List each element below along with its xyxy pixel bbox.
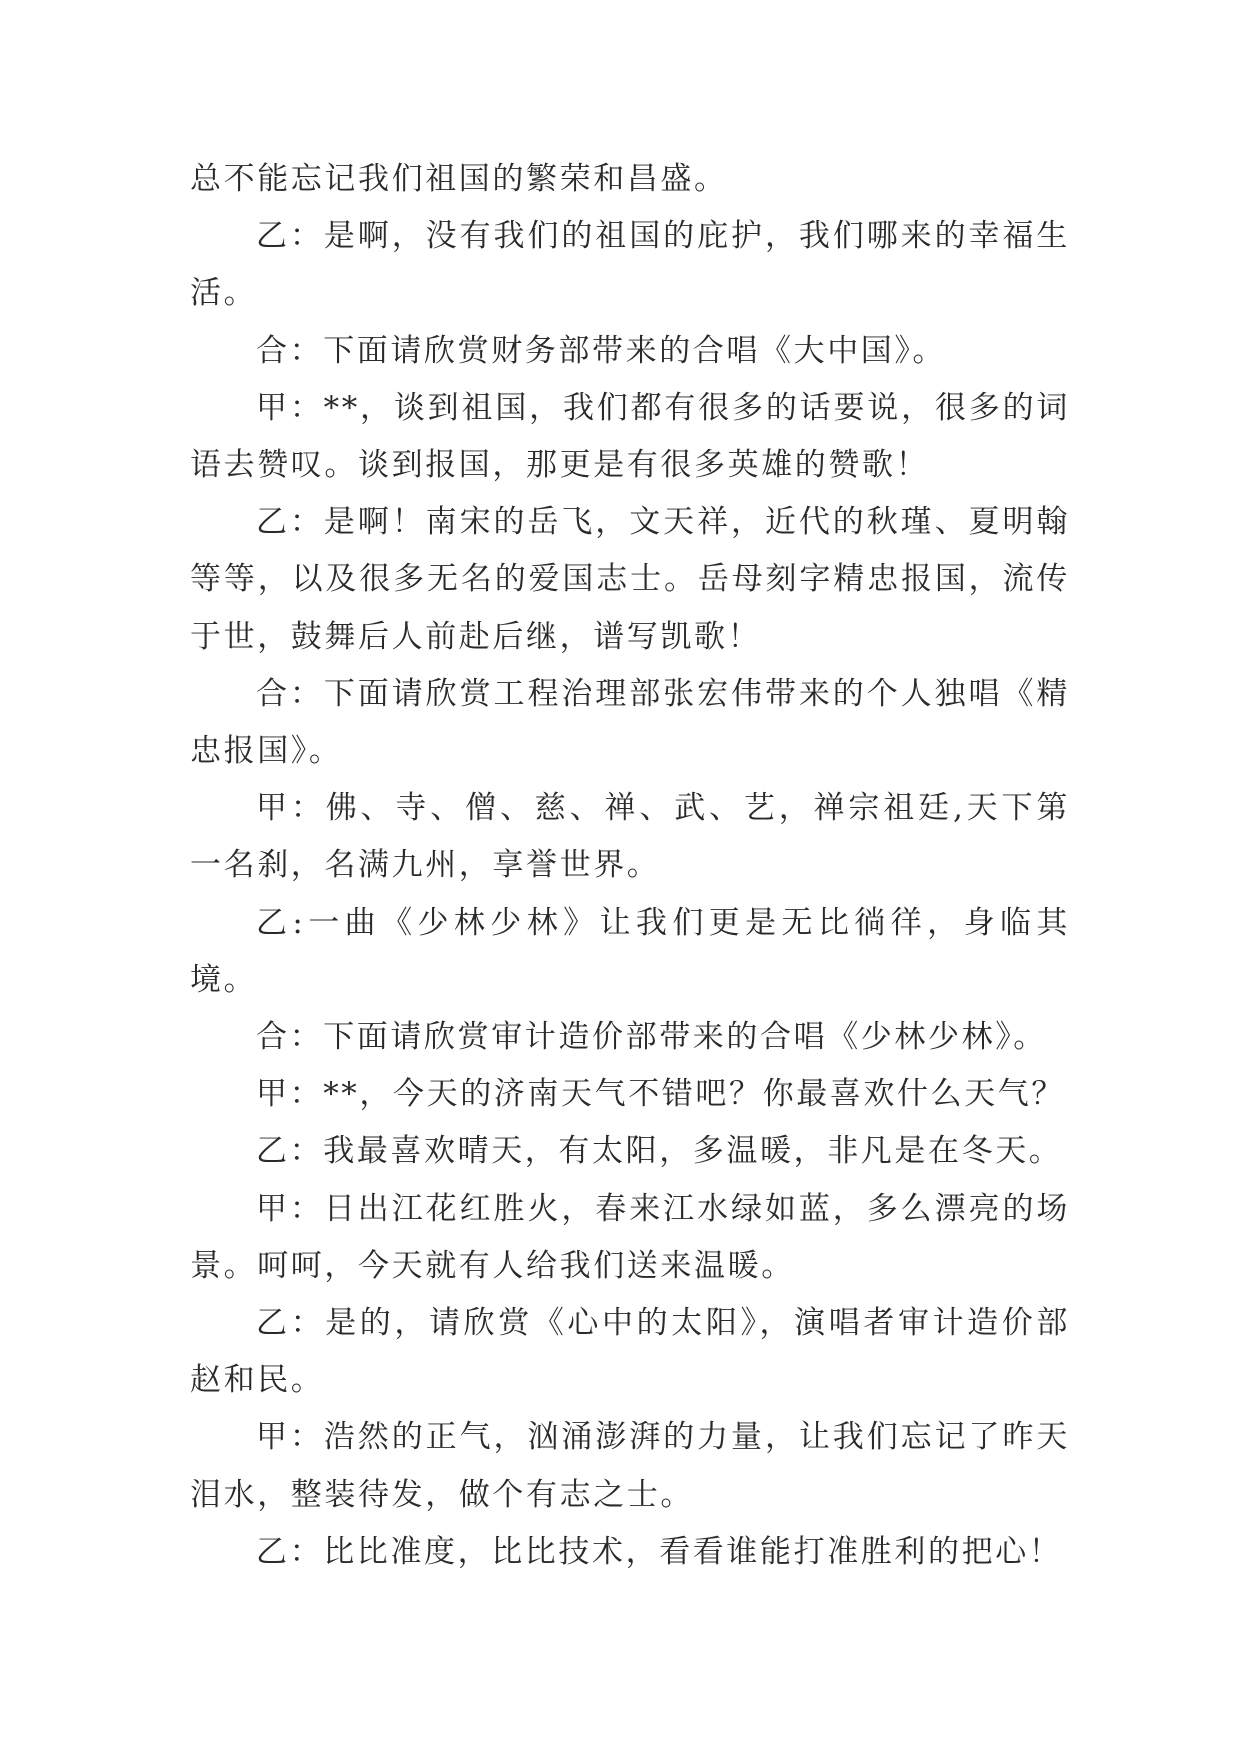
paragraph: 甲：**，谈到祖国，我们都有很多的话要说，很多的词语去赞叹。谈到报国，那更是有很多英雄的赞歌！ (190, 389, 1070, 484)
paragraph: 甲：佛、寺、僧、慈、禅、武、艺，禅宗祖廷,天下第一名刹，名满九州，享誉世界。 (190, 790, 1070, 884)
paragraph: 甲：**，今天的济南天气不错吧？你最喜欢什么天气？ (256, 1076, 1065, 1113)
paragraph: 乙：我最喜欢晴天，有太阳，多温暖，非凡是在冬天。 (256, 1133, 1063, 1170)
paragraph: 合：下面请欣赏工程治理部张宏伟带来的个人独唱《精忠报国》。 (190, 675, 1070, 770)
paragraph: 乙：是啊，没有我们的祖国的庇护，我们哪来的幸福生活。 (190, 218, 1070, 312)
paragraph: 乙：比比准度，比比技术，看看谁能打准胜利的把心！ (256, 1533, 1063, 1570)
paragraph: 合：下面请欣赏财务部带来的合唱《大中国》。 (256, 332, 947, 369)
document-body (190, 151, 1070, 1581)
paragraph: 甲：浩然的正气，汹涌澎湃的力量，让我们忘记了昨天泪水，整装待发，做个有志之士。 (190, 1419, 1070, 1513)
paragraph: 乙:一曲《少林少林》让我们更是无比徜徉，身临其境。 (190, 904, 1070, 998)
paragraph: 总不能忘记我们祖国的繁荣和昌盛。 (190, 161, 728, 197)
paragraph: 甲：日出江花红胜火，春来江水绿如蓝，多么漂亮的场景。呵呵，今天就有人给我们送来温暖。 (190, 1190, 1070, 1284)
paragraph: 乙：是啊！南宋的岳飞，文天祥，近代的秋瑾、夏明翰等等，以及很多无名的爱国志士。岳母刻字精忠报国，流传于世，鼓舞后人前赴后继，谱写凯歌！ (190, 504, 1070, 655)
paragraph: 合：下面请欣赏审计造价部带来的合唱《少林少林》。 (256, 1019, 1047, 1056)
paragraph: 乙：是的，请欣赏《心中的太阳》，演唱者审计造价部赵和民。 (190, 1305, 1070, 1399)
